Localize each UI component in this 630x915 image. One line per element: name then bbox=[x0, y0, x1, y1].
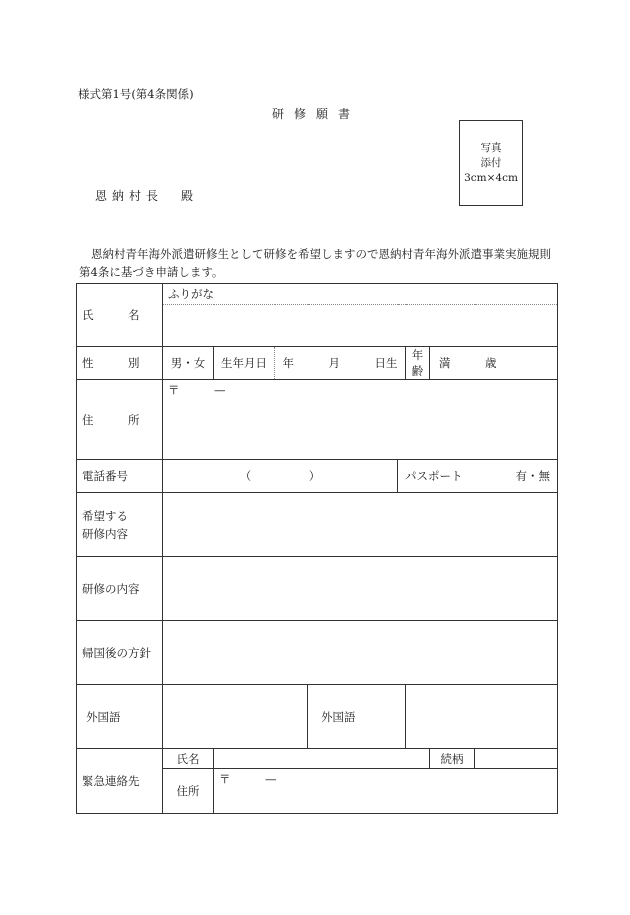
intro-paragraph: 恩納村青年海外派遣研修生として研修を希望しますので恩納村青年海外派遣事業実施規則第4条に基づき申請します。 bbox=[79, 247, 551, 279]
emergency-address-label: 住所 bbox=[176, 784, 200, 798]
emergency-address-label-cell bbox=[163, 769, 214, 814]
sex-options: 男・女 bbox=[170, 356, 206, 370]
address-field[interactable] bbox=[163, 380, 558, 460]
name-field[interactable] bbox=[163, 305, 558, 347]
relation-field[interactable] bbox=[475, 749, 558, 769]
dob-value: 年 月 日生 bbox=[282, 356, 398, 370]
application-form-table bbox=[76, 283, 558, 814]
training-content-field[interactable] bbox=[163, 557, 558, 621]
passport-value: 有・無 bbox=[515, 469, 550, 483]
addressee-name: 恩納村長 bbox=[95, 189, 164, 203]
language-label: 外国語 bbox=[86, 709, 121, 724]
dob-label: 生年月日 bbox=[221, 356, 267, 370]
desired-training-field[interactable] bbox=[163, 493, 558, 557]
phone-value: （ ） bbox=[239, 469, 321, 483]
furigana-field[interactable] bbox=[163, 284, 558, 305]
emergency-label-cell bbox=[77, 749, 163, 814]
dob-label-cell bbox=[214, 347, 275, 380]
passport-field[interactable] bbox=[398, 460, 558, 493]
age-label: 年齢 bbox=[411, 348, 424, 378]
training-content-label-cell bbox=[77, 557, 163, 621]
relation-label: 続柄 bbox=[440, 751, 464, 766]
emergency-address-field[interactable] bbox=[214, 769, 558, 814]
photo-label-line2: 添付 bbox=[480, 156, 502, 169]
language-label-cell-2 bbox=[308, 685, 406, 749]
emergency-name-field[interactable] bbox=[214, 749, 430, 769]
language-field-1[interactable] bbox=[163, 685, 308, 749]
age-field[interactable] bbox=[430, 347, 558, 380]
desired-training-label-cell bbox=[77, 493, 163, 557]
sex-label: 性 別 bbox=[82, 356, 140, 370]
language-label-2: 外国語 bbox=[321, 709, 356, 724]
addressee bbox=[95, 187, 198, 204]
postal-mark: 〒 — bbox=[168, 383, 226, 397]
language-label-cell bbox=[77, 685, 163, 749]
training-content-label: 研修の内容 bbox=[82, 581, 140, 596]
emergency-label: 緊急連絡先 bbox=[82, 774, 140, 788]
policy-label: 帰国後の方針 bbox=[82, 645, 151, 660]
sex-label-cell bbox=[77, 347, 163, 380]
address-label-cell bbox=[77, 380, 163, 460]
desired-training-label-line2: 研修内容 bbox=[82, 526, 128, 541]
form-number: 様式第1号(第4条関係) bbox=[78, 87, 194, 101]
emergency-name-label-cell bbox=[163, 749, 214, 769]
dob-field[interactable] bbox=[275, 347, 406, 380]
photo-label-size: 3cm×4cm bbox=[464, 171, 518, 184]
furigana-label: ふりがな bbox=[168, 287, 214, 301]
name-label-cell bbox=[77, 284, 163, 347]
language-field-2[interactable] bbox=[406, 685, 558, 749]
policy-field[interactable] bbox=[163, 621, 558, 685]
document-title: 研修願書 bbox=[272, 107, 361, 121]
phone-field[interactable] bbox=[163, 460, 398, 493]
phone-label-cell bbox=[77, 460, 163, 493]
policy-label-cell bbox=[77, 621, 163, 685]
address-label: 住 所 bbox=[82, 412, 140, 427]
sex-options-field[interactable] bbox=[163, 347, 214, 380]
photo-label-line1: 写真 bbox=[480, 141, 502, 154]
name-label: 氏 名 bbox=[82, 308, 140, 322]
emergency-name-label: 氏名 bbox=[176, 751, 200, 766]
relation-label-cell bbox=[430, 749, 475, 769]
desired-training-label-line1: 希望する bbox=[82, 508, 128, 523]
addressee-suffix: 殿 bbox=[181, 189, 199, 203]
age-label-cell bbox=[406, 347, 430, 380]
passport-label: パスポート bbox=[405, 469, 463, 483]
emergency-postal-mark: 〒 — bbox=[219, 772, 277, 786]
phone-label: 電話番号 bbox=[82, 469, 128, 483]
age-value: 満 歳 bbox=[439, 356, 497, 370]
photo-box bbox=[459, 120, 523, 206]
